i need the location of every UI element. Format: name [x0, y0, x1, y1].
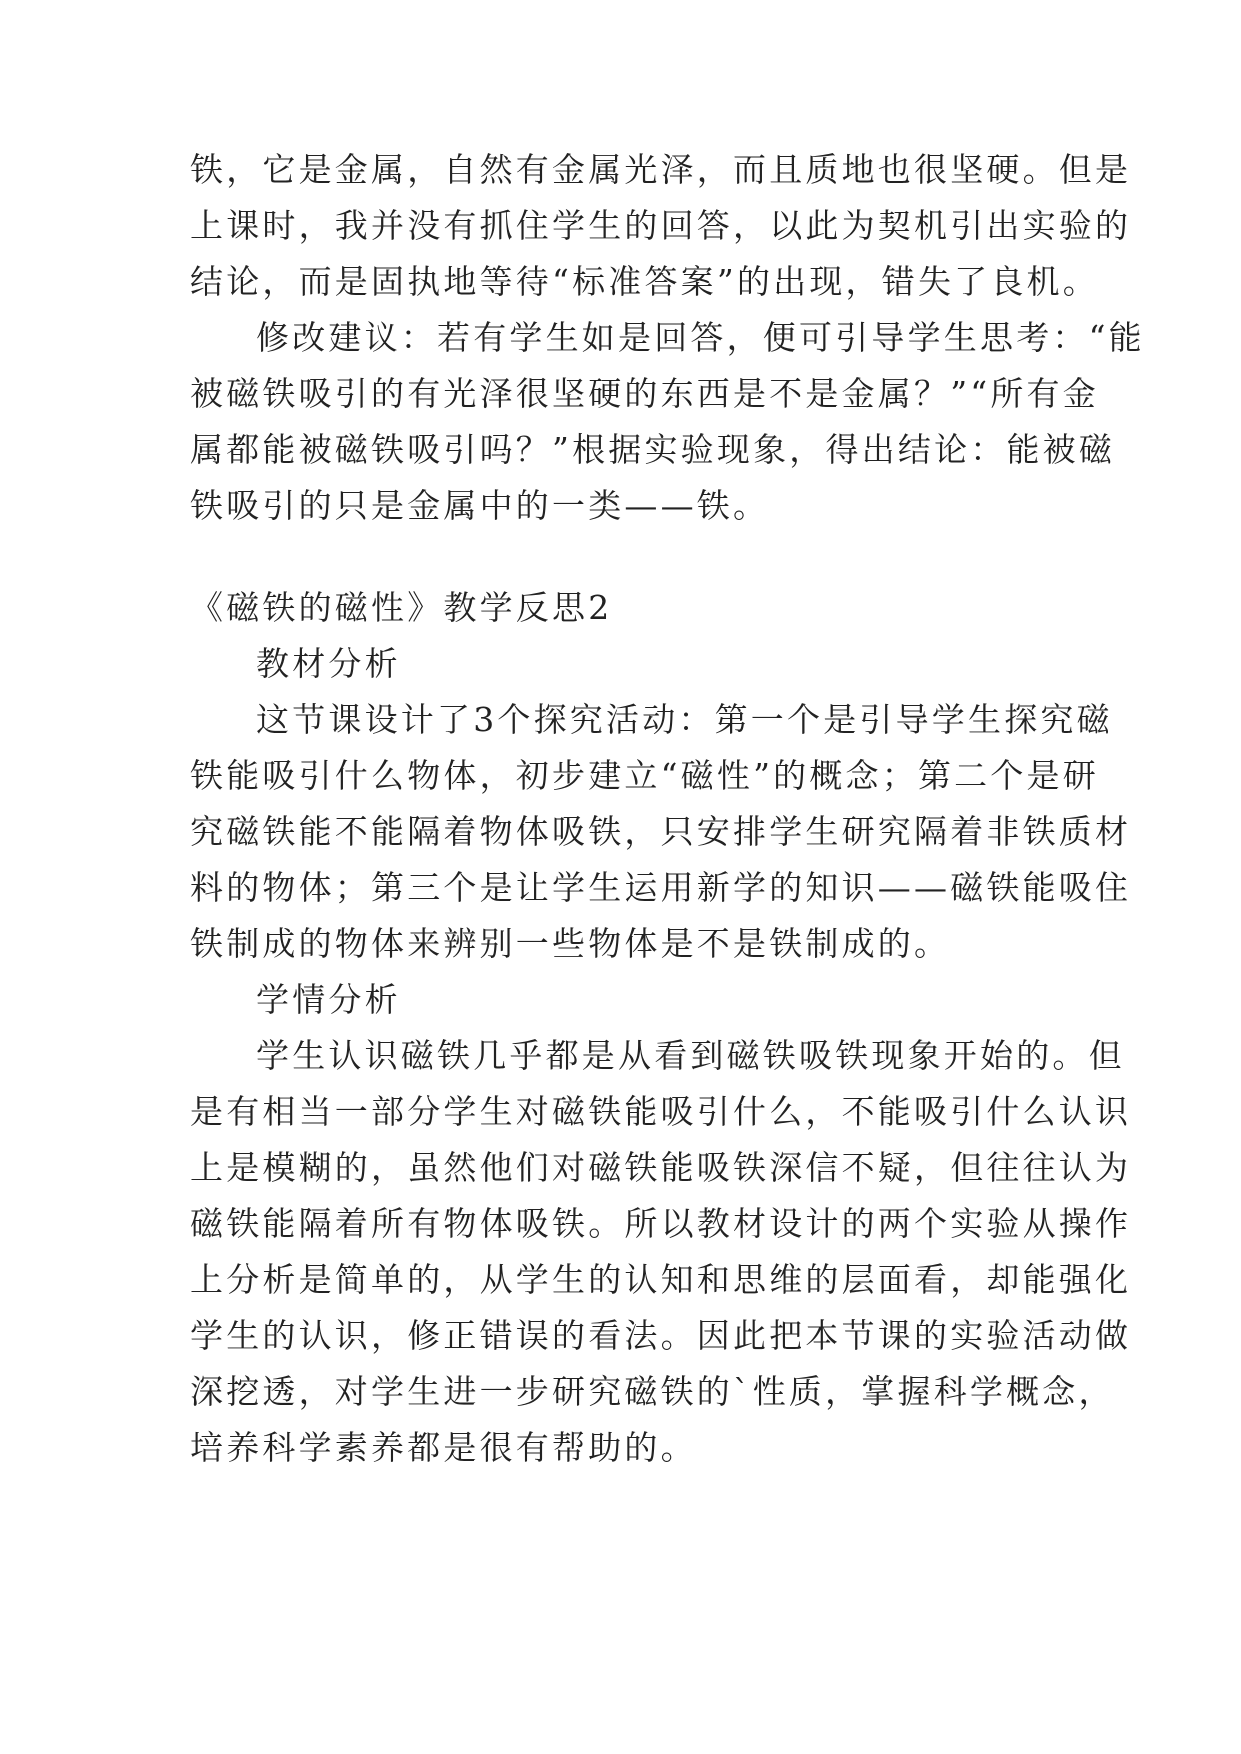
text-line: 上分析是简单的，从学生的认知和思维的层面看，却能强化 [190, 1260, 1132, 1299]
text-line: 料的物体；第三个是让学生运用新学的知识——磁铁能吸住 [190, 868, 1132, 907]
text-line: 学生的认识，修正错误的看法。因此把本节课的实验活动做 [190, 1316, 1132, 1355]
text-line: 铁制成的物体来辨别一些物体是不是铁制成的。 [190, 924, 951, 963]
text-line: 铁能吸引什么物体，初步建立“磁性”的概念；第二个是研 [190, 756, 1099, 795]
text-line: 结论，而是固执地等待“标准答案”的出现，错失了良机。 [190, 262, 1099, 301]
text-line: 上课时，我并没有抓住学生的回答，以此为契机引出实验的 [190, 206, 1132, 245]
text-line: 铁，它是金属，自然有金属光泽，而且质地也很坚硬。但是 [190, 150, 1132, 189]
subheading-learner-analysis: 学情分析 [256, 980, 401, 1019]
text-line: 深挖透，对学生进一步研究磁铁的`性质，掌握科学概念， [190, 1372, 1115, 1411]
text-line: 属都能被磁铁吸引吗？”根据实验现象，得出结论：能被磁 [190, 430, 1116, 469]
subheading-textbook-analysis: 教材分析 [256, 644, 401, 683]
text-line: 铁吸引的只是金属中的一类——铁。 [190, 486, 770, 525]
paragraph-start-line: 学生认识磁铁几乎都是从看到磁铁吸铁现象开始的。但 [256, 1036, 1125, 1075]
text-line: 究磁铁能不能隔着物体吸铁，只安排学生研究隔着非铁质材 [190, 812, 1132, 851]
section-title: 《磁铁的磁性》教学反思2 [190, 588, 613, 627]
text-line: 培养科学素养都是很有帮助的。 [190, 1428, 697, 1467]
paragraph-start-line: 修改建议：若有学生如是回答，便可引导学生思考：“能 [256, 318, 1145, 357]
text-line: 上是模糊的，虽然他们对磁铁能吸铁深信不疑，但往往认为 [190, 1148, 1132, 1187]
text-line: 是有相当一部分学生对磁铁能吸引什么，不能吸引什么认识 [190, 1092, 1132, 1131]
text-line: 被磁铁吸引的有光泽很坚硬的东西是不是金属？”“所有金 [190, 374, 1099, 413]
text-line: 磁铁能隔着所有物体吸铁。所以教材设计的两个实验从操作 [190, 1204, 1132, 1243]
paragraph-start-line: 这节课设计了3个探究活动：第一个是引导学生探究磁 [256, 700, 1113, 739]
